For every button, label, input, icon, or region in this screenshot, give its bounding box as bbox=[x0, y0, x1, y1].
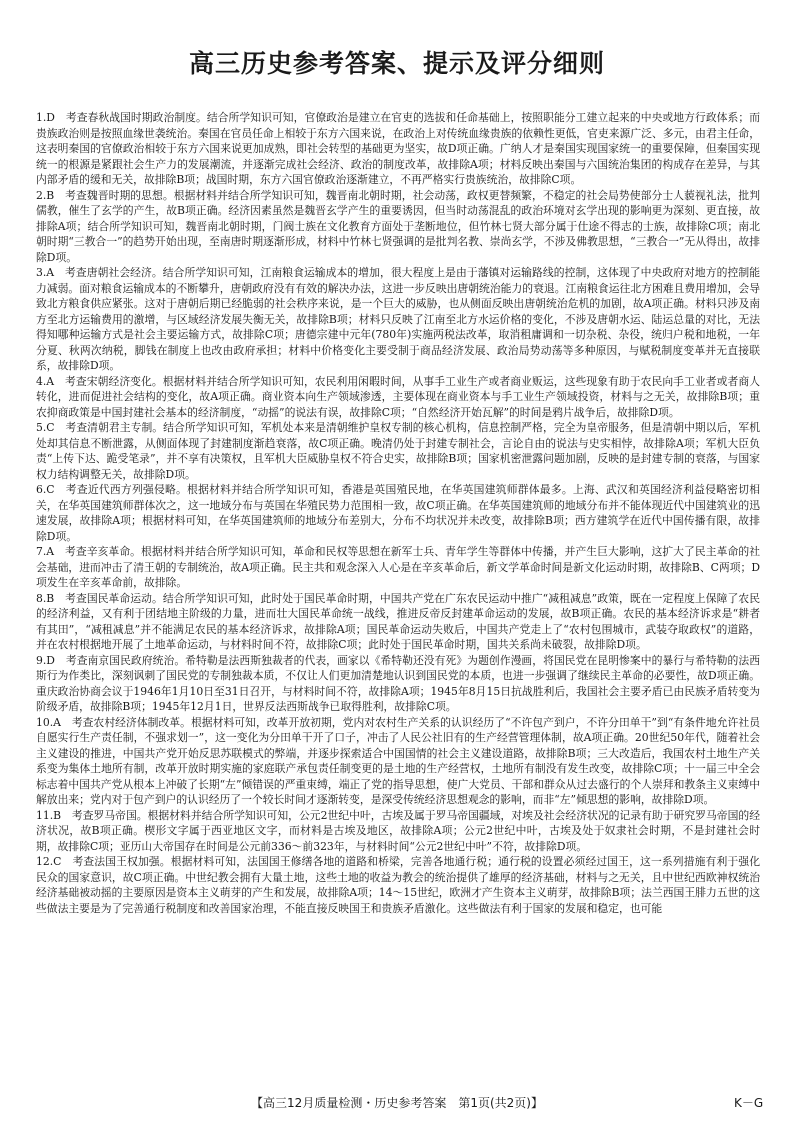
answer-item-12: 12.C 考查法国王权加强。根据材料可知，法国国王修缮各地的道路和桥梁，完善各地通行税；通行税的设置必须经过国王，这一系列措施有利于强化民众的国家意识，故C项正确。中世纪教会拥有大量土地，这些土地的收益为教会的统治提供了雄厚的经济基础，材料与之无关，且中世纪西欧神权统治经济基础被动摇的主要原因是资本主义萌芽的产生和发展，故排除A项；14～15世纪，欧洲才产生资本主义萌芽，故排除B项；法兰西国王腓力五世的这些做法主要是为了完善通行税制度和改善国家治理，不能直接反映国王和贵族矛盾激化。这些做法有利于国家的发展和稳定，也可能 bbox=[36, 855, 760, 915]
answer-item-8: 8.B 考查国民革命运动。结合所学知识可知，此时处于国民革命时期，中国共产党在广东农民运动中推广“减租减息”政策，既在一定程度上保障了农民的经济利益，又有利于团结地主阶级的力量，进而壮大国民革命统一战线，推进反帝反封建革命运动的发展，故B项正确。农民的基本经济诉求是“耕者有其田”，“减租减息”并不能满足农民的基本经济诉求，故排除A项；国民革命运动失败后，中国共产党走上了“农村包围城市，武装夺取政权”的道路，并在农村根据地开展了土地革命运动，与材料时间不符，故排除C项；此时处于国民革命时期，国共关系尚未破裂，故排除D项。 bbox=[36, 591, 760, 651]
page-footer: 【高三12月质量检测・历史参考答案 第1页(共2页)】 bbox=[251, 1096, 543, 1110]
answer-item-11: 11.B 考查罗马帝国。根据材料并结合所学知识可知，公元2世纪中叶，古埃及属于罗马帝国疆域，对埃及社会经济状况的记录有助于研究罗马帝国的经济状况，故B项正确。楔形文字属于西亚地区文字，而材料是古埃及地区，故排除A项；公元2世纪中叶，古埃及处于奴隶社会时期，不是封建社会时期，故排除C项；亚历山大帝国存在时间是公元前336～前323年，与材料时间“公元2世纪中叶”不符，故排除D项。 bbox=[36, 808, 760, 853]
answer-item-7: 7.A 考查辛亥革命。根据材料并结合所学知识可知，革命和民权等思想在新军士兵、青年学生等群体中传播，并产生巨大影响，这扩大了民主革命的社会基础，进而冲击了清王朝的专制统治，故A项正确。民主共和观念深入人心是在辛亥革命后，新文学革命时间是新文化运动时期，故排除B、C两项；D项发生在辛亥革命前，故排除。 bbox=[36, 545, 760, 589]
answer-body bbox=[36, 110, 760, 1080]
footer-code: K－G bbox=[734, 1096, 764, 1110]
answer-item-6: 6.C 考查近代西方列强侵略。根据材料并结合所学知识可知，香港是英国殖民地，在华英国建筑师群体最多。上海、武汉和英国经济利益侵略密切相关，在华英国建筑师群体次之，这一地域分布与英国在华殖民势力范围相一致，故C项正确。在华英国建筑师的地域分布并不能体现近代中国建筑业的迅速发展，故排除A项；根据材料可知，在华英国建筑师的地域分布差别大，分布不均状况并未改变，故排除B项；西方建筑学在近代中国传播有限，故排除D项。 bbox=[36, 483, 760, 543]
answer-item-9: 9.D 考查南京国民政府统治。希特勒是法西斯独裁者的代表，画家以《希特勒还没有死》为题创作漫画，将国民党在昆明惨案中的暴行与希特勒的法西斯行为作类比，深刻讽刺了国民党的专制独裁本质，不仅让人们更加清楚地认识到国民党的本质，也进一步强调了继续民主革命的必要性，故D项正确。重庆政治协商会议于1946年1月10日至31日召开，与材料时间不符，故排除A项；1945年8月15日抗战胜利后，我国社会主要矛盾已由民族矛盾转变为阶级矛盾，故排除B项；1945年12月1日，世界反法西斯战争已取得胜利，故排除C项。 bbox=[36, 653, 760, 713]
page-title: 高三历史参考答案、提示及评分细则 bbox=[188, 49, 605, 78]
answer-item-3: 3.A 考查唐朝社会经济。结合所学知识可知，江南粮食运输成本的增加，很大程度上是由于藩镇对运输路线的控制，这体现了中央政府对地方的控制能力减弱。面对粮食运输成本的不断攀升，唐朝政府没有有效的解决办法，这进一步反映出唐朝统治能力的衰退。江南粮食运往北方困难且费用增加，会导致北方粮食供应紧张。这对于唐朝后期已经脆弱的社会秩序来说，是一个巨大的威胁，也从侧面反映出唐朝统治危机的加剧，故A项正确。材料只涉及南方至北方运输费用的激增，与区域经济发展失衡无关，故排除B项；材料只反映了江南至北方水运价格的变化，不涉及唐朝水运、陆运总量的对比，无法得知哪种运输方式是社会主要运输方式，故排除C项；唐德宗建中元年(780年)实施两税法改革，取消租庸调和一切杂税、杂役，统归户税和地税，一年分夏、秋两次纳税，脚钱在制度上也改由政府承担；材料中价格变化主要受制于商品经济发展、政治局势动荡等多种原因，与赋税制度变革并无直接联系，故排除D项。 bbox=[36, 266, 760, 372]
answer-item-2: 2.B 考查魏晋时期的思想。根据材料并结合所学知识可知，魏晋南北朝时期，社会动荡，政权更替频繁，不稳定的社会局势使部分士人藐视礼法，批判儒教，催生了玄学的产生，故B项正确。经济因素虽然是魏晋玄学产生的重要诱因，但当时动荡混乱的政治环境对玄学出现的影响更为深刻、更直接，故排除A项；结合所学知识可知，魏晋南北朝时期，门阀士族在文化教育方面处于垄断地位，但竹林七贤大部分属于仕途不得志的士族，故排除C项；南北朝时期“三教合一”的趋势开始出现，至南唐时期逐渐形成，材料中竹林七贤强调的是批判名教、崇尚玄学，不涉及佛教思想，“三教合一”无从得出，故排除D项。 bbox=[36, 188, 760, 264]
answer-item-10: 10.A 考查农村经济体制改革。根据材料可知，改革开放初期，党内对农村生产关系的认识经历了“不许包产到户，不许分田单干”到“有条件地允许社员自愿实行生产责任制，不强求划一”，这一变化为分田单干开了口子，冲击了人民公社旧有的生产经营管理体制，故A项正确。20世纪50年代，随着社会主义建设的推进，中国共产党开始反思苏联模式的弊端，并逐步探索适合中国国情的社会主义建设道路，故排除B项；三大改造后，我国农村土地生产关系变为集体土地所有制，改革开放时期实施的家庭联产承包责任制变更的是土地的生产经营权，土地所有制没有发生改变，故排除C项；十一届三中全会标志着中国共产党从根本上冲破了长期“左”倾错误的严重束缚，端正了党的指导思想，使广大党员、干部和群众从过去盛行的个人崇拜和教条主义束缚中解放出来；党内对于包产到户的认识经历了一个较长时间才逐渐转变，是深受传统经济思想观念的影响，而非“左”倾思想的影响，故排除D项。 bbox=[36, 715, 760, 806]
answer-item-4: 4.A 考查宋朝经济变化。根据材料并结合所学知识可知，农民利用闲暇时间，从事手工业生产或者商业贩运，这些现象有助于农民向手工业者或者商人转化，进而促进社会结构的变化，故A项正确。商业资本向生产领域渗透，主要体现在商业资本与手工业生产领域投资，材料与之无关，故排除B项；重农抑商政策是中国封建社会基本的经济制度，“动摇”的说法有误，故排除C项；“自然经济开始瓦解”的时间是鸦片战争后，故排除D项。 bbox=[36, 374, 760, 419]
answer-item-1: 1.D 考查春秋战国时期政治制度。结合所学知识可知，官僚政治是建立在官吏的选拔和任命基础上，按照职能分工建立起来的中央或地方行政体系；而贵族政治则是按照血缘世袭统治。秦国在官员任命上相较于东方六国来说，在政治上对传统血缘贵族的依赖性更低，官吏来源广泛、多元，由君主任命，这表明秦国的官僚政治相较于东方六国来说更加成熟，即社会转型的基础更为坚实，故D项正确。广纳人才是秦国实现国家统一的重要保障，但秦国实现统一的根源是紧跟社会生产力的发展潮流，并逐渐完成社会经济、政治的制度改革，故排除A项；材料反映出秦国与六国统治集团的构成存在差异，与其内部矛盾的缓和无关，故排除B项；战国时期，东方六国官僚政治逐渐建立，不再严格实行贵族统治，故排除C项。 bbox=[36, 111, 760, 186]
answer-item-5: 5.C 考查清朝君主专制。结合所学知识可知，军机处本来是清朝维护皇权专制的核心机构，信息控制严格，完全为皇帝服务，但是清朝中期以后，军机处却其信息不断泄露，从侧面体现了封建制度渐趋衰落，故C项正确。晚清仍处于封建专制社会，言论自由的说法与史实相悖，故排除A项；军机大臣负责“上传下达、跪受笔录”，并不享有决策权，且军机大臣威胁皇权不符合史实，故排除B项；国家机密泄露问题加剧，反映的是封建专制的衰落，与国家权力结构调整无关，故排除D项。 bbox=[36, 421, 760, 481]
